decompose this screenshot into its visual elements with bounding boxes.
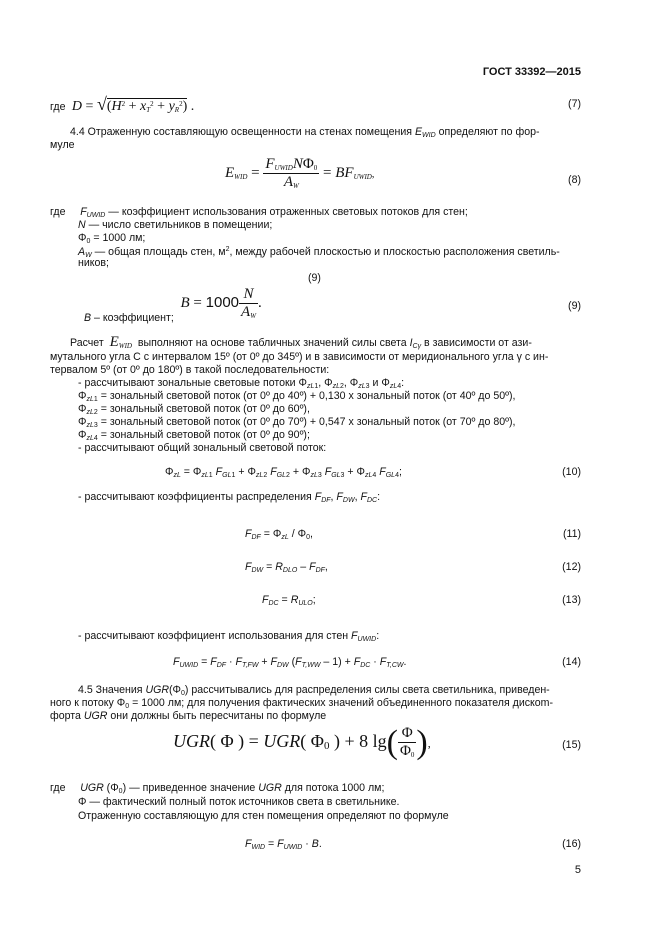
eq8-formula: $E_{WID}$ = $\frac{F_{UWID}N\Phi_0}{A_W}$ = $BF_{UWID}$, [225, 156, 375, 190]
eq9-number: (9) [568, 300, 581, 312]
section-4-5-line2: ного к потоку $\Phi_0 = 1000$ лм; для получения фактических значений объединенного показателя дискоm- [50, 697, 554, 710]
eq7-prefix: где [50, 101, 66, 113]
eq7-line [50, 94, 194, 115]
eq16-number: (16) [562, 838, 581, 850]
calc-z4: $\Phi_{zL4}$ = зональный световой поток (от 0º до 90º); [78, 429, 310, 442]
eq9-line: B – коэффициент; B = 1000 $\frac{N}{A_W}$ . [84, 286, 262, 324]
eq10-formula: $\Phi_{zL} = \Phi_{zL1}$ $F_{GL1} + \Phi_{zL2}$ $F_{GL2} + \Phi_{zL3}$ $F_{GL3} + \Phi_{zL4}$ $F_{GL4}$; [165, 466, 402, 479]
defs1-n: N — число светильников в помещении; [78, 219, 273, 231]
calc-line9: - рассчитывают общий зональный световой поток: [78, 442, 327, 454]
defs1-aw: $A_W$ — общая площадь стен, $м^2$, между рабочей плоскостью и плоскостью расположения светиль- [78, 246, 560, 259]
eq12-number: (12) [562, 561, 581, 573]
section-4-5-line3: форта UGR они должны быть пересчитаны по формуле [50, 710, 327, 722]
eq14-number: (14) [562, 656, 581, 668]
eq13-number: (13) [562, 594, 581, 606]
defs2-phi: Φ — фактический полный поток источников света в светильнике. [78, 796, 400, 808]
section-4-4: 4.4 Отраженную составляющую освещенности на стенах помещения $E_{WID}$ определяют по фор- [70, 126, 540, 139]
eq7-number: (7) [568, 98, 581, 110]
eq7-formula: $D = √(H^2 + x_T^2 + y_R^2)$ . [71, 94, 195, 114]
eq14-formula: $F_{UWID} = F_{DF} \cdot F_{T,FW} + F_{DW}$ $(F_{T,WW} - 1) + F_{DC} \cdot F_{T,CW}$. [173, 656, 407, 669]
eq8-number: (8) [568, 174, 581, 186]
defs2-refl: Отраженную составляющую для стен помещения определяют по формуле [78, 810, 449, 822]
eq11-formula: $F_{DF} = \Phi_{zL} / \Phi_0$, [245, 528, 313, 541]
eq13-formula: $F_{DC} = R_{ULO}$; [262, 594, 316, 607]
eq15-formula: UGR( Φ ) = UGR( $\Phi_0$ ) + 8 lg( $\frac{\Phi}{\Phi_0}$ ), [173, 724, 431, 761]
eq12-formula: $F_{DW} = R_{DLO} - F_{DF}$, [245, 561, 328, 574]
eq9-mid-number: (9) [308, 272, 321, 284]
usage-line: - рассчитывают коэффициент использования для стен $F_{UWID}$: [78, 630, 380, 643]
defs1-phi0: $\Phi_0 = 1000$ лм; [78, 232, 146, 245]
defs2-ugr: где UGR $(\Phi_0)$ — приведенное значение UGR для потока 1000 лм; [50, 782, 385, 795]
distrib-line: - рассчитывают коэффициенты распределения $F_{DF}$, $F_{DW}$, $F_{DC}$: [78, 491, 381, 504]
defs1-aw-2: ников; [78, 257, 109, 269]
section-4-4-line2: муле [50, 139, 75, 151]
calc-z3: $\Phi_{zL3}$ = зональный световой поток (от 0º до 70º) + 0,547 х зональный поток (от 70º до 80º), [78, 416, 516, 429]
page-number: 5 [574, 864, 581, 876]
calc-line1: Расчет $E_{WID}$ выполняют на основе табличных значений силы света $I_{C\gamma}$ в зависимости от ази- [70, 334, 532, 350]
calc-z1: $\Phi_{zL1}$ = зональный световой поток (от 0º до 40º) + 0,130 х зональный поток (от 40º до 50º), [78, 390, 516, 403]
calc-z2: $\Phi_{zL2}$ = зональный световой поток (от 0º до 60º), [78, 403, 310, 416]
eq10-number: (10) [562, 466, 581, 478]
section-4-5: 4.5 Значения $UGR(\Phi_0)$ рассчитывались для распределения силы света светильника, приведен- [78, 684, 550, 697]
eq16-formula: $F_{WID} = F_{UWID} \cdot B$. [245, 838, 322, 851]
calc-line4: - рассчитывают зональные световые потоки $\Phi_{zL1}$, $\Phi_{zL2}$, $\Phi_{zL3}$ и $\Phi_{zL4}$: [78, 377, 405, 390]
eq15-number: (15) [562, 739, 581, 751]
calc-line2: мутального угла С с интервалом 15º (от 0º до 345º) и в зависимости от меридионального угла γ с ин- [50, 351, 549, 363]
standard-header: ГОСТ 33392—2015 [482, 66, 581, 78]
calc-line3: тервалом 5º (от 0º до 180º) в такой последовательности: [50, 364, 330, 376]
defs1: где $F_{UWID}$ — коэффициент использования отраженных световых потоков для стен; [50, 206, 468, 219]
eq11-number: (11) [562, 528, 581, 540]
